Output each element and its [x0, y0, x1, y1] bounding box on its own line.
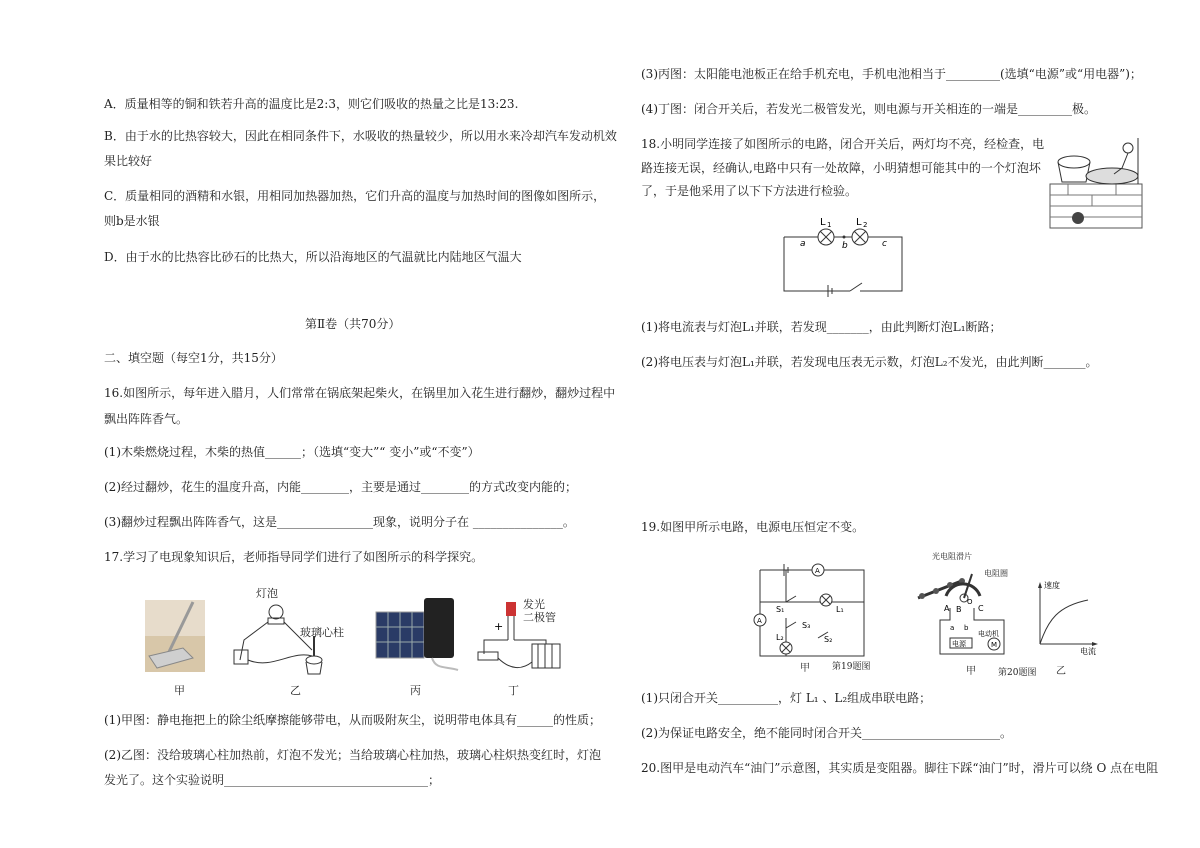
fig20-a: a: [950, 624, 955, 632]
q18-sub2: (2)将电压表与灯泡L₁并联，若发现电压表无示数，灯泡L₂不发光，由此判断_______。: [641, 355, 1098, 369]
q18-line2: 路连接无误，经确认,电路中只有一处故障，小明猜想可能其中的一个灯泡坏: [641, 161, 1041, 175]
q19-sub2: (2)为保证电路安全，绝不能同时闭合开关_______________________。: [641, 726, 1012, 740]
solar-panel-photo: [372, 596, 462, 672]
speed-current-graph: [1030, 580, 1100, 656]
fig20-motor: 电动机: [978, 630, 999, 638]
fig20-cap-jia: 甲: [966, 666, 976, 677]
fig20-A: A: [944, 604, 950, 613]
fig19-caption: 第19题图: [832, 662, 871, 672]
circuit-q18: [780, 215, 910, 297]
option-a: A．质量相等的铜和铁若升高的温度比是2:3，则它们吸收的热量之比是13:23.: [104, 97, 519, 111]
fig20-M: M: [991, 641, 998, 649]
fig19-L1: L₁: [836, 605, 844, 614]
q17-stem: 17.学习了电现象知识后，老师指导同学们进行了如图所示的科学探究。: [104, 550, 484, 564]
option-c-line2: 则b是水银: [104, 214, 160, 228]
fig20-caption: 第20题图: [998, 668, 1037, 678]
option-d: D．由于水的比热容比砂石的比热大，所以沿海地区的气温就比内陆地区气温大: [104, 250, 522, 264]
led-tag-1: 发光: [523, 598, 545, 611]
q16-line2: 飘出阵阵香气。: [104, 412, 189, 426]
circuit18-L1-sub: 1: [827, 221, 832, 229]
fig19-A-top: A: [815, 567, 820, 575]
option-b-line2: 果比较好: [104, 154, 153, 168]
section-header: 二、填空题（每空1分，共15分）: [104, 351, 283, 365]
q17-sub1: (1)甲图：静电拖把上的除尘纸摩擦能够带电，从而吸附灰尘，说明带电体具有______的性质；: [104, 713, 602, 727]
circuit18-b: b: [842, 241, 848, 251]
section-title: 第Ⅱ卷（共70分）: [305, 317, 401, 331]
q18-line3: 了，于是他采用了以下下方法进行检验。: [641, 184, 858, 198]
circuit18-a: a: [800, 239, 806, 249]
q17-sub3: (3)丙图：太阳能电池板正在给手机充电，手机电池相当于_________(选填“电源”或“用电器”)；: [641, 67, 1142, 81]
fig19-cap-jia: 甲: [800, 663, 810, 674]
fig20-C: C: [978, 604, 984, 613]
q17-sub2-line1: (2)乙图：没给玻璃心柱加热前，灯泡不发光；当给玻璃心柱加热，玻璃心柱炽热变红时，灯泡: [104, 748, 602, 762]
q16-sub2: (2)经过翻炒，花生的温度升高，内能________，主要是通过________的方式改变内能的；: [104, 480, 578, 494]
mop-photo: [145, 600, 205, 672]
circuit18-L1: L: [820, 217, 826, 228]
fig20-O: O: [967, 598, 973, 606]
q16-sub3: (3)翻炒过程飘出阵阵香气，这是________________现象，说明分子在 _______________。: [104, 515, 575, 529]
q16-line1: 16.如图所示，每年进入腊月，人们常常在锅底架起柴火，在锅里加入花生进行翻炒，翻炒过程中: [104, 386, 616, 400]
fig20-b: b: [964, 624, 969, 632]
led-circuit: [476, 596, 566, 676]
fig20-tag-slider: 光电阻滑片: [932, 552, 972, 561]
fig19-S1: S₁: [776, 605, 785, 614]
q20-stem: 20.图甲是电动汽车“油门”示意图，其实质是变阻器。脚往下踩“油门”时，滑片可以绕 O 点在电阻: [641, 761, 1159, 775]
q18-line1: 18.小明同学连接了如图所示的电路，闭合开关后，两灯均不亮，经检查，电: [641, 137, 1045, 151]
fig20-power: 电源: [952, 640, 966, 648]
graph-ylabel: 速度: [1044, 581, 1060, 590]
fig17-label-bing: 丙: [410, 684, 421, 697]
circuit18-c: c: [882, 239, 887, 249]
circuit-q19: [746, 558, 876, 670]
graph-xlabel: 电流: [1080, 647, 1096, 656]
glass-rod-tag: 玻璃心柱: [300, 626, 344, 639]
fig19-A-left: A: [757, 617, 762, 625]
q19-stem: 19.如图甲所示电路，电源电压恒定不变。: [641, 520, 865, 534]
q16-sub1: (1)木柴燃烧过程，木柴的热值______；（选填“变大”“ 变小”或“不变”）: [104, 445, 480, 459]
svg-text:+: +: [494, 620, 504, 633]
circuit18-L2-sub: 2: [863, 221, 868, 229]
fig19-S3: S₃: [802, 621, 811, 630]
q17-sub2-line2: 发光了。这个实验说明__________________________________；: [104, 773, 441, 787]
circuit18-L2: L: [856, 217, 862, 228]
fig20-cap-yi: 乙: [1056, 666, 1066, 677]
q19-sub1: (1)只闭合开关__________，灯 L₁ 、L₂组成串联电路；: [641, 691, 932, 705]
cooking-illustration: [1048, 134, 1144, 230]
q18-sub1: (1)将电流表与灯泡L₁并联，若发现_______，由此判断灯泡L₁断路；: [641, 320, 1002, 334]
fig19-S2: S₂: [824, 635, 833, 644]
option-c-line1: C．质量相同的酒精和水银，用相同加热器加热，它们升高的温度与加热时间的图像如图所示，: [104, 189, 606, 203]
fig17-label-yi: 乙: [290, 684, 301, 697]
bulb-tag: 灯泡: [256, 587, 278, 600]
fig19-L2: L₂: [776, 633, 784, 642]
fig20-tag-coil: 电阻圈: [984, 569, 1008, 578]
fig17-label-jia: 甲: [174, 684, 185, 697]
q17-sub4: (4)丁图：闭合开关后，若发光二极管发光，则电源与开关相连的一端是_________极。: [641, 102, 1097, 116]
option-b-line1: B．由于水的比热容较大，因此在相同条件下，水吸收的热量较少，所以用水来冷却汽车发动机效: [104, 129, 617, 143]
fig20-B: B: [956, 605, 962, 614]
led-tag-2: 二极管: [523, 611, 556, 624]
fig17-label-ding: 丁: [508, 684, 519, 697]
